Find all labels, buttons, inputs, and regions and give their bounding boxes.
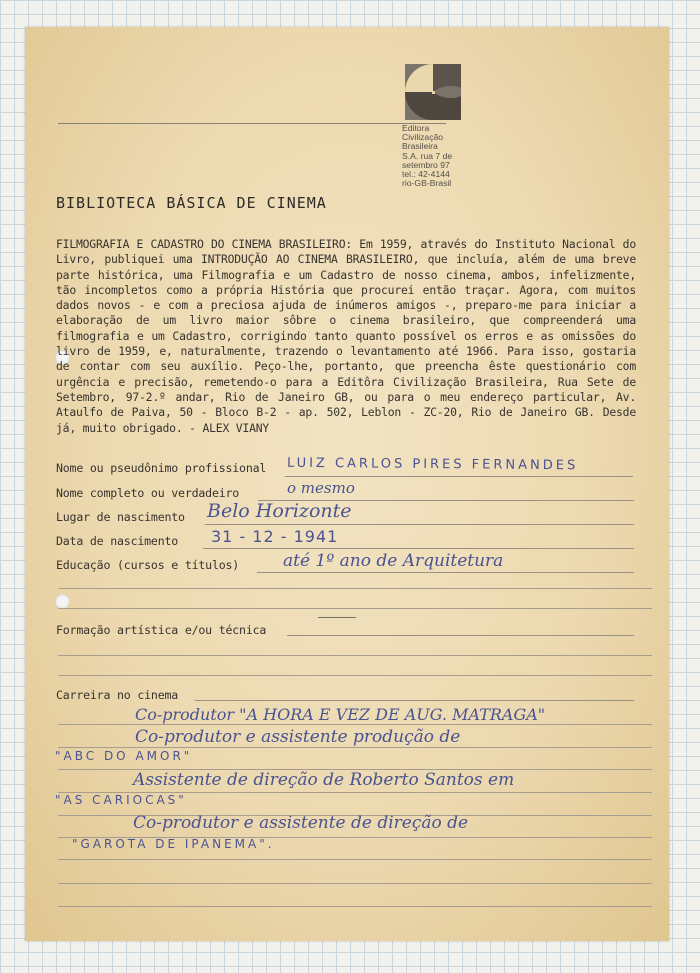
blank-line (58, 883, 652, 884)
blank-line (58, 859, 652, 860)
blank-line (58, 747, 652, 748)
punch-hole (55, 594, 70, 609)
publisher-line: tel.: 42-4144 (402, 169, 450, 180)
publisher-line: rio-GB-Brasil (402, 178, 452, 189)
full-name-value: o mesmo (287, 479, 355, 497)
career-line (195, 700, 634, 701)
career-entry: "AS CARIOCAS" (55, 793, 187, 807)
page-title: BIBLIOTECA BÁSICA DE CINEMA (56, 194, 327, 212)
birthplace-line (205, 524, 634, 525)
education-label: Educação (cursos e títulos) (56, 558, 240, 572)
publisher-logo (405, 64, 461, 120)
blank-line (58, 906, 652, 907)
blank-line (58, 608, 652, 609)
separator-dash (318, 617, 356, 618)
career-entry: "GAROTA DE IPANEMA". (72, 837, 275, 851)
blank-line (58, 675, 652, 676)
publisher-address (402, 124, 472, 188)
blank-line (58, 588, 652, 589)
artistic-training-label: Formação artística e/ou técnica (56, 623, 267, 637)
publisher-line: Civilização (402, 132, 444, 143)
publisher-line: setembro 97 (402, 159, 450, 170)
blank-line (58, 655, 652, 656)
full-name-label: Nome completo ou verdadeiro (56, 486, 240, 500)
career-entry: Assistente de direção de Roberto Santos em (133, 770, 515, 790)
career-entry: Co-produtor e assistente produção de (135, 727, 461, 747)
publisher-line: S.A. rua 7 de (402, 150, 453, 161)
birthplace-value: Belo Horizonte (207, 500, 352, 522)
birth-date-line (203, 548, 634, 549)
professional-name-line (285, 476, 633, 477)
birth-date-value: 31 - 12 - 1941 (211, 527, 339, 546)
career-entry: Co-produtor "A HORA E VEZ DE AUG. MATRAGA" (135, 705, 546, 724)
education-value: até 1º ano de Arquitetura (283, 551, 504, 571)
career-label: Carreira no cinema (56, 688, 179, 702)
artistic-training-line (287, 635, 634, 636)
education-line (257, 572, 634, 573)
intro-paragraph: FILMOGRAFIA E CADASTRO DO CINEMA BRASILEIRO: Em 1959, através do Instituto Nacional do Livro, publiquei uma INTRODUÇÃO AO CINEMA BRASILEIRO, que incluía, além de uma breve parte histórica, uma Filmografia e um Cadastro de nosso cinema, ambos, infelizmente, tão incompletos como a própria História que procurei então traçar. Agora, com muitos dados novos - e com a preciosa ajuda de inúmeros amigos -, preparo-me para iniciar a elaboração de um livro maior sôbre o cinema brasileiro, que compreenderá uma filmografia e um Cadastro, corrigindo tanto quanto possível os erros e as omissões do livro de 1959, e, naturalmente, trazendo o levantamento até 1966. Para isso, gostaria de contar com seu auxílio. Peço-lhe, portanto, que preencha êste questionário com urgência e precisão, remetendo-o para a Editôra Civilização Brasileira, Rua Sete de Setembro, 97-2.º andar, Rio de Janeiro GB, ou para o meu endereço particular, Av. Ataulfo de Paiva, 50 - Bloco B-2 - ap. 502, Leblon - ZC-20, Rio de Janeiro GB. Desde já, muito obrigado. - ALEX VIANY (56, 237, 636, 435)
header-rule (58, 123, 446, 124)
professional-name-value: LUIZ CARLOS PIRES FERNANDES (286, 455, 579, 474)
blank-line (58, 724, 652, 725)
career-entry: Co-produtor e assistente de direção de (133, 813, 469, 833)
birth-date-label: Data de nascimento (56, 534, 179, 548)
publisher-line: Editora (402, 123, 430, 133)
publisher-line: Brasileira (402, 141, 438, 152)
questionnaire-sheet (25, 27, 669, 941)
career-entry: "ABC DO AMOR" (55, 749, 193, 763)
birthplace-label: Lugar de nascimento (56, 510, 185, 524)
professional-name-label: Nome ou pseudônimo profissional (56, 461, 267, 475)
